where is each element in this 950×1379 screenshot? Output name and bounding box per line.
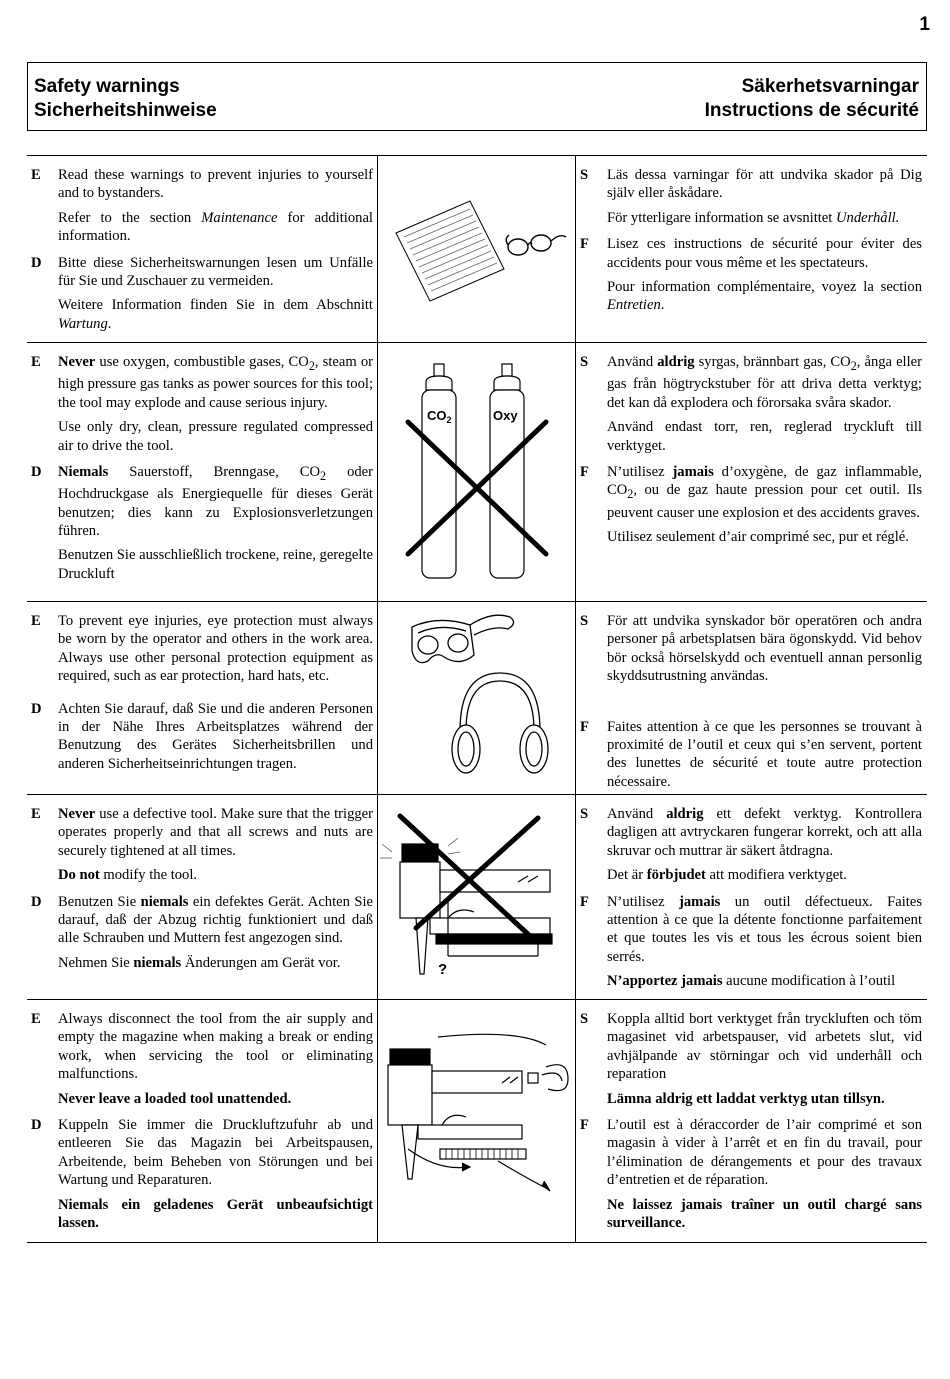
title-french: Instructions de sécurité xyxy=(704,100,919,121)
title-english: Safety warnings xyxy=(34,76,180,97)
co2-label: $CO_2$ xyxy=(427,408,452,425)
oxy-label: Oxy xyxy=(493,408,518,423)
block-french: F N’utilisez jamais un outil défectueux. Faites attention à ce que la détente fonctionne parfaitement et que toutes les vis et tous les écrous soient bien serrés. N’apportez jamais aucune modification à l’outil xyxy=(580,893,922,990)
section-defective-tool xyxy=(27,794,927,999)
goggles-icon xyxy=(412,615,514,662)
section-read-warnings xyxy=(27,155,927,342)
block-english: E Never use a defective tool. Make sure that the trigger operates properly and that all screws and nuts are securely tightened at all times. Do not modify the tool. xyxy=(31,806,373,884)
safety-glasses-icon xyxy=(506,235,566,255)
block-english: E Never use oxygen, combustible gases, $CO_2$, steam or high pressure gas tanks as power sources for this tool; the tool may explode and cause serious injury. Use only dry, clean, pressure regulated compressed air to drive the tool. xyxy=(31,354,373,454)
block-english: E Always disconnect the tool from the air supply and empty the magazine when making a break or ending work, when servicing the tool or eliminating malfunctions. Never leave a loaded tool unattended. xyxy=(31,1011,373,1107)
block-swedish: S Koppla alltid bort verktyget från tryckluften och töm magasinet vid arbetspauser, vid arbetets slut, vid avhjälpande av störningar och vid underhåll och reparation Lämna aldrig ett laddat verktyg utan tillsyn. xyxy=(580,1011,922,1107)
block-german: D Benutzen Sie niemals ein defektes Gerät. Achten Sie darauf, daß der Abzug richtig funktioniert und daß alle Schrauben und Muttern fest angezogen sind. Nehmen Sie niemals Änderungen am Gerät vor. xyxy=(31,893,373,971)
block-french: F Faites attention à ce que les personnes se trouvant à proximité de l’outil et ceux qui s’en servent, portent des lunettes de sécurité et toute autre protection nécessaire. xyxy=(580,718,922,790)
block-swedish: S Läs dessa varningar för att undvika skador på Dig själv eller åskådare. För ytterligare information se avsnittet Underhåll. xyxy=(580,167,922,226)
title-german: Sicherheitshinweise xyxy=(34,100,217,121)
block-german: D Niemals Sauerstoff, Brenngase, $CO_2$ oder Hochdruckgase als Energiequelle für dieses Gerät benutzen; dies kann zu Explosionsverletzungen führen. Benutzen Sie ausschließlich trockene, reine, geregelte Druckluft xyxy=(31,463,373,582)
block-french: F Lisez ces instructions de sécurité pour éviter des accidents pour vous même et les spectateurs. Pour information complémentaire, voyez la section Entretien. xyxy=(580,236,922,314)
block-english: E To prevent eye injuries, eye protection must always be worn by the operator and others in the work area. Always use other personal protection equipment as required, such as ear protection, hard hats, etc. xyxy=(31,613,373,685)
block-swedish: S Använd aldrig syrgas, brännbart gas, $CO_2$, ånga eller gas från högtryckstuber för att driva detta verktyg; det kan då explodera och förorsaka svåra skador. Använd endast torr, ren, reglerad tryckluft till verktyget. xyxy=(580,354,922,454)
block-swedish: S För att undvika synskador bör operatören och andra personer på arbetsplatsen bära ögonskydd. Vid behov bör också hörselskydd och eventuell annan personlig skyddsutrustning användas. xyxy=(580,613,922,685)
title-swedish: Säkerhetsvarningar xyxy=(741,76,919,97)
section-eye-protection xyxy=(27,601,927,794)
rule-6 xyxy=(27,1242,927,1243)
section-power-source xyxy=(27,342,927,601)
header-box xyxy=(27,62,927,131)
question-mark: ? xyxy=(438,961,448,978)
block-german: D Bitte diese Sicherheitswarnungen lesen um Unfälle für Sie und Zuschauer zu vermeiden. Weitere Information finden Sie in dem Abschnitt Wartung. xyxy=(31,254,373,332)
block-english: E Read these warnings to prevent injuries to yourself and to bystanders. Refer to the section Maintenance for additional information. xyxy=(31,167,373,245)
block-swedish: S Använd aldrig ett defekt verktyg. Kontrollera dagligen att avtryckaren fungerar korrekt, och att alla skruvar och muttrar är säkert åtdragna. Det är förbjudet att modifiera verktyget. xyxy=(580,806,923,884)
block-german: D Kuppeln Sie immer die Druckluftzufuhr ab und entleeren Sie das Magazin bei Arbeitspausen, Arbeitende, beim Beheben von Störungen und bei Wartung und Reparaturen. Niemals ein geladenes Gerät unbeaufsichtigt lassen. xyxy=(31,1117,373,1232)
gas-cylinders-illustration xyxy=(378,342,574,601)
protection-equipment-illustration xyxy=(378,601,574,794)
document-glasses-illustration xyxy=(378,155,574,342)
block-german: D Achten Sie darauf, daß Sie und die anderen Personen in der Nähe Ihres Arbeitsplatzes während der Benutzung des Gerätes Sicherheitsbrillen und anderen Sicherheitseinrichtungen tragen. xyxy=(31,700,373,772)
defective-tool-illustration xyxy=(378,794,574,999)
ear-protector-icon xyxy=(452,673,548,773)
block-french: F L’outil est à déraccorder de l’air comprimé et son magasin à vider à l’arrêt et en fin du travail, pour l’élimination de dérangements et pour des travaux d’entretien et de réparation. Ne laissez jamais traîner un outil chargé sans surveillance. xyxy=(580,1117,922,1232)
document-icon xyxy=(396,201,504,301)
page-number: 1 xyxy=(919,14,930,35)
block-french: F N’utilisez jamais d’oxygène, de gaz inflammable, $CO_2$, ou de gaz haute pression pour cet outil. Ils peuvent causer une explosion et des accidents graves. Utilisez seulement d’air comprimé sec, pur et réglé. xyxy=(580,463,922,546)
defective-stapler-crossed-icon xyxy=(400,844,552,974)
section-disconnect-tool xyxy=(27,999,927,1242)
gas-cylinders-crossed-icon xyxy=(422,364,524,578)
disconnected-tool-illustration xyxy=(378,999,574,1242)
disconnected-stapler-icon xyxy=(388,1034,568,1191)
